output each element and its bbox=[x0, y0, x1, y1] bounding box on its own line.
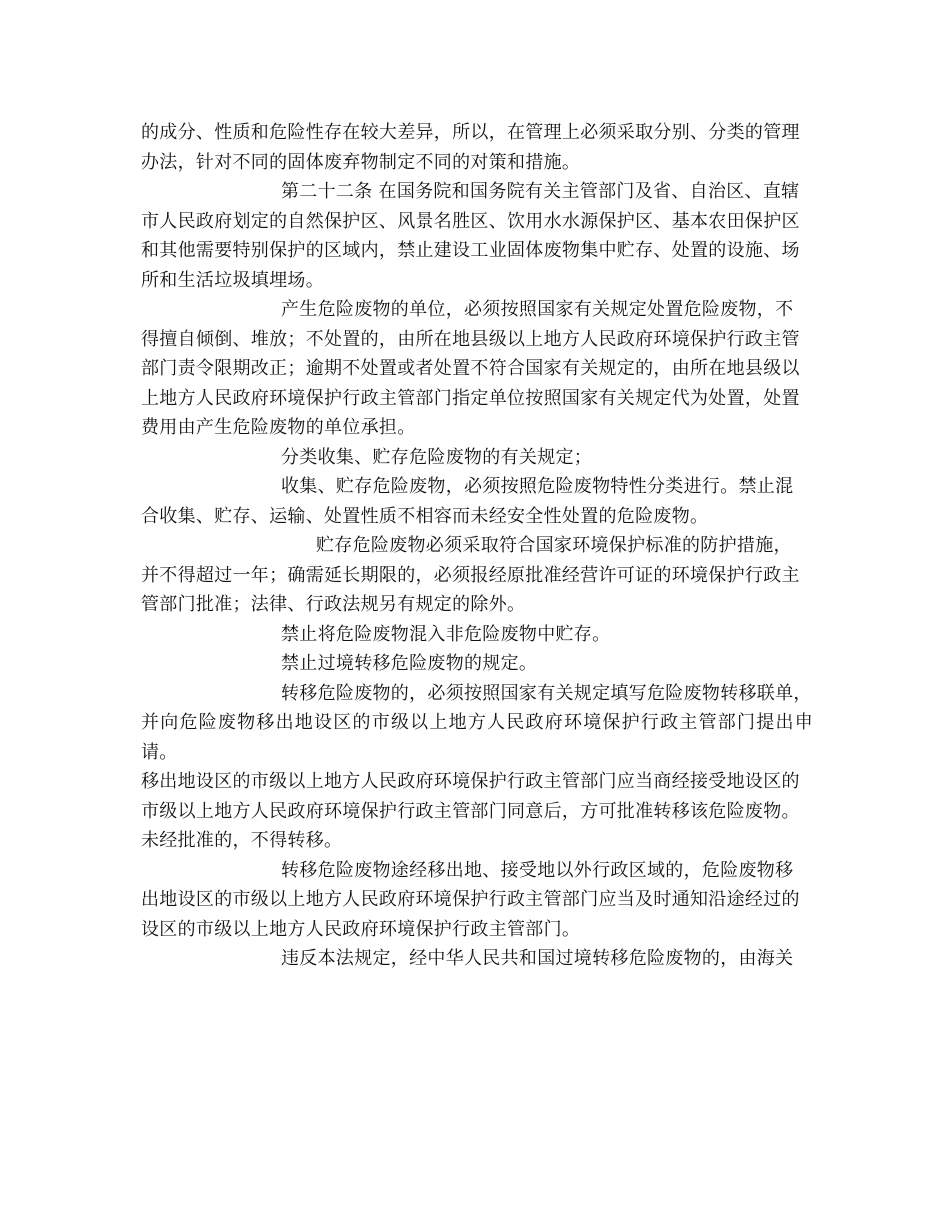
paragraph bbox=[141, 531, 813, 620]
text-line: 未经批准的，不得转移。 bbox=[141, 830, 343, 851]
paragraph bbox=[141, 472, 813, 531]
text-line: 设区的市级以上地方人民政府环境保护行政主管部门。 bbox=[141, 918, 581, 940]
text-line: 并不得超过一年；确需延长期限的，必须报经原批准经营许可证的环境保护行政主 bbox=[141, 564, 800, 586]
text-line: 部门责令限期改正；逾期不处置或者处置不符合国家有关规定的，由所在地县级以 bbox=[141, 358, 800, 379]
text-line: 分类收集、贮存危险废物的有关规定； bbox=[281, 446, 593, 468]
text-line: 市级以上地方人民政府环境保护行政主管部门同意后，方可批准转移该危险废物。 bbox=[141, 800, 800, 822]
text-line: 管部门批准；法律、行政法规另有规定的除外。 bbox=[141, 594, 526, 615]
paragraph bbox=[141, 856, 813, 945]
text-line: 移出地设区的市级以上地方人民政府环境保护行政主管部门应当商经接受地设区的 bbox=[141, 771, 800, 792]
paragraph bbox=[141, 295, 813, 443]
text-line: 禁止将危险废物混入非危险废物中贮存。 bbox=[281, 623, 611, 645]
paragraph bbox=[141, 177, 813, 295]
text-line: 和其他需要特别保护的区域内，禁止建设工业固体废物集中贮存、处置的设施、场 bbox=[141, 240, 800, 261]
text-line: 市人民政府划定的自然保护区、风景名胜区、饮用水水源保护区、基本农田保护区 bbox=[141, 210, 800, 232]
paragraph bbox=[141, 679, 813, 856]
text-line: 违反本法规定，经中华人民共和国过境转移危险废物的，由海关 bbox=[281, 948, 794, 969]
text-line: 第二十二条 在国务院和国务院有关主管部门及省、自治区、直辖 bbox=[281, 181, 800, 202]
text-line: 的成分、性质和危险性存在较大差异，所以，在管理上必须采取分别、分类的管理 bbox=[141, 122, 800, 143]
text-line: 转移危险废物途经移出地、接受地以外行政区域的，危险废物移 bbox=[281, 859, 794, 881]
paragraph bbox=[141, 620, 813, 650]
text-line: 合收集、贮存、运输、处置性质不相容而未经安全性处置的危险废物。 bbox=[141, 505, 709, 527]
paragraph bbox=[141, 649, 813, 679]
text-line: 收集、贮存危险废物，必须按照危险废物特性分类进行。禁止混 bbox=[281, 476, 794, 497]
text-line: 转移危险废物的，必须按照国家有关规定填写危险废物转移联单， bbox=[281, 682, 812, 704]
paragraph bbox=[141, 118, 813, 177]
text-line: 办法，针对不同的固体废弃物制定不同的对策和措施。 bbox=[141, 151, 581, 173]
text-line: 出地设区的市级以上地方人民政府环境保护行政主管部门应当及时通知沿途经过的 bbox=[141, 889, 800, 910]
text-line: 禁止过境转移危险废物的规定。 bbox=[281, 653, 538, 674]
text-line: 得擅自倾倒、堆放；不处置的，由所在地县级以上地方人民政府环境保护行政主管 bbox=[141, 328, 800, 350]
text-line: 费用由产生危险废物的单位承担。 bbox=[141, 417, 416, 438]
text-line: 产生危险废物的单位，必须按照国家有关规定处置危险废物，不 bbox=[281, 299, 794, 320]
paragraph bbox=[141, 443, 813, 473]
text-line: 并向危险废物移出地设区的市级以上地方人民政府环境保护行政主管部门提出申请。 bbox=[141, 712, 813, 763]
paragraph bbox=[141, 944, 813, 974]
text-line: 贮存危险废物必须采取符合国家环境保护标准的防护措施， bbox=[316, 535, 792, 556]
text-line: 所和生活垃圾填埋场。 bbox=[141, 269, 324, 291]
document-body bbox=[141, 118, 813, 974]
text-line: 上地方人民政府环境保护行政主管部门指定单位按照国家有关规定代为处置，处置 bbox=[141, 387, 800, 409]
